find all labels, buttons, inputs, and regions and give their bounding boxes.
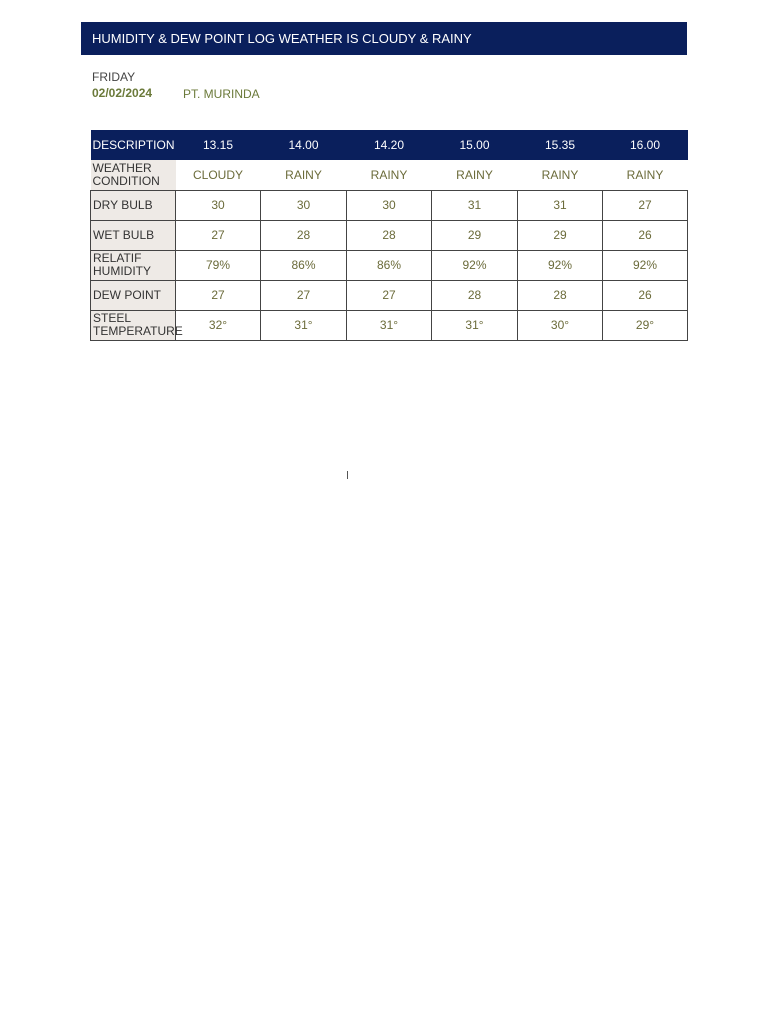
table-cell: 92% (432, 250, 518, 280)
table-cell: 30 (261, 190, 347, 220)
row-label: RELATIF HUMIDITY (91, 250, 176, 280)
table-row (91, 250, 688, 280)
table-cell: 26 (603, 280, 688, 310)
table-cell: RAINY (541, 167, 579, 182)
row-label: DRY BULB (91, 190, 176, 220)
table-cell: 31° (347, 310, 432, 340)
header-cell-time: 16.00 (603, 130, 688, 160)
table-cell: 26 (603, 220, 688, 250)
table-cell: 29 (432, 220, 518, 250)
company-name: PT. MURINDA (183, 87, 260, 101)
date-label: 02/02/2024 (92, 86, 153, 100)
table-cell: CLOUDY (192, 167, 243, 182)
table-cell: 92% (518, 250, 603, 280)
table-cell: 29° (603, 310, 688, 340)
table-cell: RAINY (370, 167, 408, 182)
table-cell: 28 (432, 280, 518, 310)
table-cell: 27 (603, 190, 688, 220)
table-row (91, 190, 688, 220)
table-row (91, 310, 688, 340)
table-cell: 31 (432, 190, 518, 220)
table-cell: 27 (176, 280, 261, 310)
table-cell: 92% (603, 250, 688, 280)
table-row (91, 280, 688, 310)
table-cell: 27 (176, 220, 261, 250)
humidity-log-table (90, 130, 688, 341)
table-cell: 31° (261, 310, 347, 340)
table-row (91, 160, 688, 190)
row-label: WET BULB (91, 220, 176, 250)
table-cell: 31° (432, 310, 518, 340)
stray-mark (347, 471, 348, 479)
table-row (91, 220, 688, 250)
table-cell: 29 (518, 220, 603, 250)
header-cell-time: 13.15 (176, 130, 261, 160)
header-cell-time: 15.00 (432, 130, 518, 160)
table-header-row (91, 130, 688, 160)
table-cell: RAINY (456, 167, 493, 182)
table-cell: RAINY (285, 167, 322, 182)
table-cell: 30° (518, 310, 603, 340)
row-label: DEW POINT (91, 280, 176, 310)
header-cell-time: 14.20 (347, 130, 432, 160)
table-cell: 28 (518, 280, 603, 310)
day-label: FRIDAY (92, 70, 136, 84)
table-cell: 27 (261, 280, 347, 310)
table-cell: 86% (261, 250, 347, 280)
table-cell: 31 (518, 190, 603, 220)
table-cell: 28 (261, 220, 347, 250)
table-cell: RAINY (626, 167, 664, 182)
table-cell: 86% (347, 250, 432, 280)
table-cell: 32° (176, 310, 261, 340)
header-cell-description: DESCRIPTION (91, 130, 176, 160)
table-cell: 30 (176, 190, 261, 220)
row-label: STEEL TEMPERATURE (91, 310, 176, 340)
document-title: HUMIDITY & DEW POINT LOG WEATHER IS CLOUDY & RAINY (81, 22, 687, 55)
row-label: WEATHER CONDITION (91, 160, 176, 190)
header-cell-time: 14.00 (261, 130, 347, 160)
header-cell-time: 15.35 (518, 130, 603, 160)
table-cell: 79% (176, 250, 261, 280)
table-cell: 30 (347, 190, 432, 220)
table-cell: 27 (347, 280, 432, 310)
table-cell: 28 (347, 220, 432, 250)
